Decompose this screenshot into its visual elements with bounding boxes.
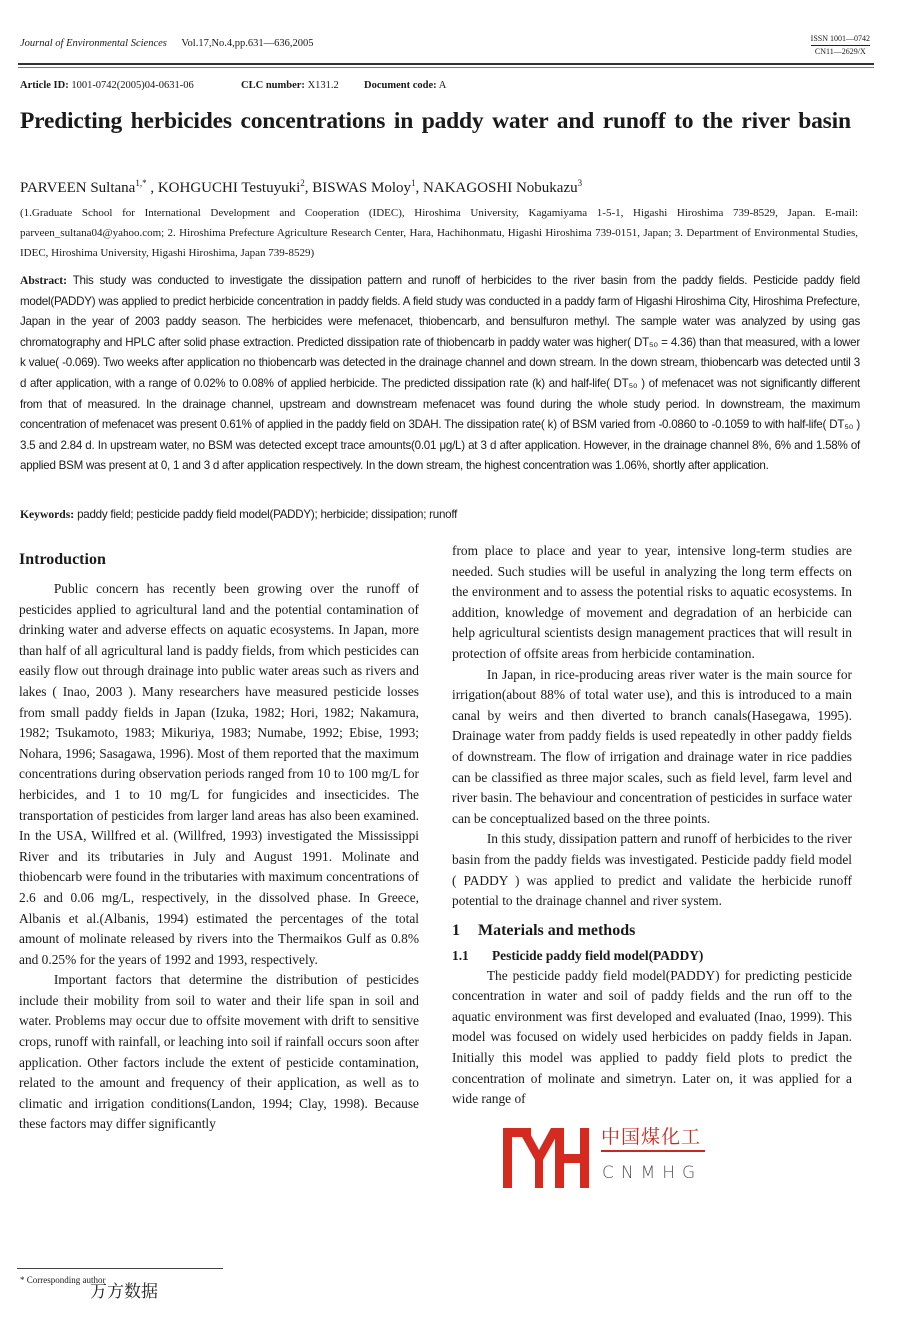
volume-info: Vol.17,No.4,pp.631—636,2005	[181, 38, 314, 49]
running-head	[20, 38, 314, 49]
author: BISWAS Moloy$^1$	[312, 178, 416, 196]
clc-number: X131.2	[307, 80, 339, 91]
wanfang-watermark: 万方数据	[90, 1282, 158, 1302]
watermark-cn-text: 中国煤化工	[601, 1124, 705, 1152]
journal-name: Journal of Environmental Sciences	[20, 38, 167, 49]
paragraph: The pesticide paddy field model(PADDY) for predicting pesticide concentration in water and soil of paddy fields and the run off to the aquatic environment was first developed and evaluated (Inao, 1999). This model was focused on widely used herbicides on paddy fields in Japan. Initially this model was applied to paddy field plots to predict the concentration of molinate and simetryn. Later on, it was applied for a wide range of	[452, 967, 852, 1107]
keywords-label: Keywords:	[20, 508, 75, 521]
right-column	[452, 541, 852, 1110]
section-heading-materials-methods: 1 Materials and methods	[452, 921, 636, 939]
left-column	[19, 549, 419, 1135]
paragraph: Public concern has recently been growing over the runoff of pesticides applied to agricultural land and the potential contamination of drinking water and adverse effects on aquatic ecosystems. In Japan, more than half of all agricultural land is paddy fields, from which pesticides can easily flow out through drainage into public water areas such as rivers and lakes ( Inao, 2003 ). Many researchers have measured pesticide losses from small paddy fields in Japan (Izuka, 1982; Hori, 1982; Nakamura, 1982; Tsukamoto, 1983; Mikuriya, 1983; Numabe, 1992; Ebise, 1993; Nohara, 1996; Sasagawa, 1996). Most of them reported that the maximum concentrations during observation periods ranged from 10 to 100 mg/L for herbicides, and 1 to 10 mg/L for fungicides and insecticides. The transportation of pesticides from larger land areas has also been examined. In the USA, Willfred et al. (Willfred, 1993) investigated the Mississippi River and its tributaries in July and August 1991. Molinate and thiobencarb were found in the tributaries with maximum concentrations of 2.6 and 0.06 mg/L, respectively, in the dissolved phase. In Greece, Albanis et al.(Albanis, 1994) estimated the percentages of the total amount of molinate released by rivers into the Thermaikos Gulf as 0.8% and 0.25% for the years of 1992 and 1993, respectively.	[19, 581, 419, 967]
paper-title: Predicting herbicides concentrations in paddy water and runoff to the river basin	[20, 108, 851, 134]
keywords-text: paddy field; pesticide paddy field model(PADDY); herbicide; dissipation; runoff	[74, 508, 458, 521]
doc-code: A	[438, 80, 447, 91]
header-rule	[18, 63, 874, 65]
article-id-label: Article ID:	[20, 80, 69, 91]
cn-number: CN11—2629/X	[814, 47, 866, 56]
issn: ISSN 1001—0742	[811, 33, 870, 46]
abstract-label: Abstract:	[20, 274, 68, 287]
cnmhg-logo-icon	[503, 1128, 589, 1188]
abstract	[20, 271, 860, 477]
keywords	[20, 508, 860, 521]
header-rule-thin	[18, 67, 874, 68]
watermark-en-text: CNMHG	[602, 1163, 703, 1183]
doc-code-label: Document code:	[364, 80, 437, 91]
author-list: PARVEEN Sultana$^{1,*}$ , KOHGUCHI Testuyuki$^2$, BISWAS Moloy$^1$, NAKAGOSHI Nobukazu$^3$	[20, 178, 583, 196]
subsection-heading-paddy-model: 1.1 Pesticide paddy field model(PADDY)	[452, 947, 704, 963]
author: PARVEEN Sultana$^{1,*}$	[20, 178, 147, 196]
abstract-text: This study was conducted to investigate the dissipation pattern and runoff of herbicides to the river basin from the paddy fields. Pesticide paddy field model(PADDY) was applied to predict herbicide concentration in paddy fields. A field study was conducted in a paddy farm of Higashi Hiroshima City, Hiroshima Prefecture, Japan in the year of 2003 paddy season. The herbicides were mefenacet, thiobencarb, and bensulfuron methyl. The sample water was analyzed by using gas chromatography and HPLC after solid phase extraction. Predicted dissipation rate of thiobencarb in paddy water was higher( DT₅₀ = 4.36) than that measured, with a lower k value( -0.069). Two weeks after application no thiobencarb was detected in the drainage channel and down stream. In the down stream, thiobencarb was detected until 3 d after application, with a range of 0.02% to 0.08% of applied herbicide. The predicted dissipation rate (k) and half-life( DT₅₀ ) of mefenacet was not significantly different from that of measured. In the drainage channel, upstream and downstream mefenacet was found during the whole study period. In downstream, the maximum concentration of mefenacet was present 0.61% of applied in the paddy field on 3DAH. The dissipation rate( k) of BSM varied from -0.0860 to -0.1059 to with half-life( DT₅₀ ) 3.5 and 2.84 d. In upstream water, no BSM was detected except trace amounts(0.01 μg/L) at 3 d after application. However, in the drainage channel 8%, 6% and 1.58% of applied BSM was present at 0, 1 and 3 d after application respectively. In the down stream, the highest concentration was 1.06%, shortly after application.	[20, 274, 860, 473]
author: KOHGUCHI Testuyuki$^2$	[157, 178, 305, 196]
paragraph: In this study, dissipation pattern and runoff of herbicides to the river basin from the paddy fields was investigated. Pesticide paddy field model ( PADDY ) was applied to predict and validate the herbicide runoff potential to the drainage channel and river system.	[452, 831, 852, 909]
footnote: * Corresponding author	[20, 1275, 106, 1285]
issn-block	[811, 33, 870, 57]
affiliations: (1.Graduate School for International Development and Cooperation (IDEC), Hiroshima University, Kagamiyama 1-5-1, Higashi Hiroshima 739-8529, Japan. E-mail: parveen_sultana04@yahoo.com; 2. Hiroshima Prefecture Agriculture Research Center, Hara, Hachihonmatu, Higashi Hiroshima 739-0151, Japan; 3. Department of Environmental Studies, IDEC, Hiroshima University, Higashi Hiroshima, Japan 739-8529)	[20, 207, 858, 259]
paragraph: from place to place and year to year, intensive long-term studies are needed. Such studies will be useful in analyzing the long term effects on the environment and to assess the potential risks to aquatic ecosystems. In addition, knowledge of movement and degradation of an herbicide can help agricultural scientists design management practices that will result in protection of offsite areas from herbicide contamination.	[452, 543, 852, 661]
article-meta	[20, 80, 446, 91]
paragraph: In Japan, in rice-producing areas river water is the main source for irrigation(about 88% of total water use), and this is introduced to a main canal by weirs and then diverted to branch canals(Hasegawa, 1995). Drainage water from paddy fields is used repeatedly in other paddy fields of downstream. The flow of irrigation and drainage water in rice paddies can be classified as three major scales, such as field level, farm level and river basin. The behaviour and concentration of pesticides in surface water can be conceptualized based on the three points.	[452, 666, 852, 826]
author: NAKAGOSHI Nobukazu$^3$	[423, 178, 583, 196]
watermark-logo	[503, 1128, 733, 1190]
paragraph: Important factors that determine the distribution of pesticides include their mobility from soil to water and their life span in soil and water. Problems may occur due to offsite movement with drift to sensitive crops, runoff with rainfall, or leaching into soil if rainfall occurs soon after application. Other factors include the extent of pesticide contamination, related to the amount and frequency of their application, as well as to climatic and irrigation conditions(Landon, 1994; Clay, 1998). Because these factors may differ significantly	[19, 972, 419, 1132]
article-id: 1001-0742(2005)04-0631-06	[71, 80, 194, 91]
footnote-rule	[17, 1268, 223, 1269]
clc-label: CLC number:	[241, 80, 305, 91]
section-heading-introduction: Introduction	[19, 551, 106, 568]
